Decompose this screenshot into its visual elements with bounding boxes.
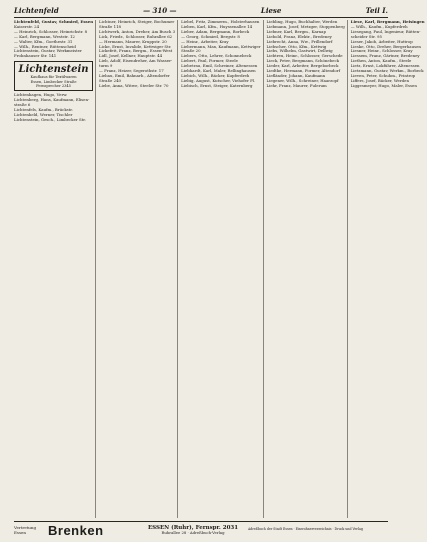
directory-entry: — Georg, Schmied, Bergstr. 8	[181, 33, 240, 39]
directory-entry: Liebich, Wilh., Bäcker, Kupferdreh	[181, 72, 250, 78]
header-first-name: Lichtenfeld	[14, 6, 59, 15]
advertisement-line: Essen, Limbecker Straße	[30, 79, 77, 84]
directory-entry: Lichtner, Heinrich, Steiger, Bochumer	[99, 19, 175, 24]
directory-entry: — Wilh., Rentner, Rüttenscheid	[14, 43, 76, 49]
directory-entry: Liehr, Franz, Maurer, Fulerum	[266, 82, 327, 88]
directory-entry: Liebold, Franz, Elektr., Bredeney	[266, 33, 332, 39]
directory-entry: Lichtwerk, Anton, Dreher, Am Busch 3	[99, 28, 176, 34]
directory-entry: Liessem, Franz, Gärtner, Bredeney	[350, 53, 420, 59]
directory-entry: Liebig, August, Kutscher, Viehofer Pl.	[181, 77, 256, 83]
directory-entry: Lichtenfels, Kaufm., Brückstr.	[14, 107, 73, 113]
directory-entry: Liebner, Karl, Bergm., Karnap	[266, 28, 326, 34]
page-footer	[14, 521, 388, 538]
column-2	[99, 20, 178, 518]
directory-entry: Liebmann, Josef, Metzger, Stoppenberg	[266, 23, 345, 29]
footer-brand: Brenken	[48, 522, 104, 538]
directory-entry: Frohnhauser Str. 141	[14, 53, 57, 59]
directory-entry: Liebtreu, Heinr., Schlosser, Gerschede	[266, 53, 343, 59]
directory-entry: — Karl, Bergmann, Weststr. 12	[14, 33, 75, 39]
directory-entry: Lichtenheld, Werner, Tischler	[14, 112, 73, 118]
advertisement-line: Fernsprecher 2345	[36, 84, 71, 89]
directory-columns	[14, 19, 425, 518]
directory-entry: Lieck, Peter, Bergmann, Schönebeck	[266, 58, 340, 64]
directory-entry: Lieb, Adolf, Eisendreher, Am Wasser-	[99, 58, 173, 64]
directory-entry: Lichtenstein, Gesch., Limbecker Str.	[14, 117, 86, 122]
directory-entry: Kaiserstr. 24	[14, 23, 40, 29]
header-last-name: Liese	[260, 6, 282, 15]
directory-entry: Liebisch, Ernst, Steiger, Katernberg	[181, 82, 253, 88]
column-4	[267, 20, 348, 518]
directory-entry: Lichtenstein, Gustav, Werkmeister	[14, 48, 82, 54]
directory-entry: — Walter, Kfm., Goethestr. 31	[14, 38, 73, 44]
directory-entry: Liebling, Hugo, Buchhalter, Werden	[266, 19, 338, 24]
advertisement-title: Lichtenstein	[18, 64, 89, 76]
directory-entry: Lieber, Adam, Bergmann, Borbeck	[181, 28, 250, 34]
directory-entry: Liebs, Wilhelm, Gastwirt, Dellwig	[266, 48, 333, 54]
page-header	[14, 6, 388, 18]
directory-entry: Lietz, Ernst, Lokführer, Altenessen	[350, 63, 420, 69]
footer-center	[142, 525, 244, 536]
directory-entry: Liebert, Paul, Former, Steele	[181, 58, 238, 64]
directory-entry: Lietzmann, Gustav, Werkm., Borbeck	[350, 68, 424, 74]
advertisement-line: Kaufhaus für Textilwaren	[30, 75, 77, 80]
directory-entry: Lieder, Karl, Arbeiter, Bergeborbeck	[266, 63, 339, 69]
page-number: — 310 —	[143, 6, 177, 15]
directory-entry: Liegener, Wilh., Schreiner, Haarzopf	[266, 77, 339, 83]
directory-entry: Liebhardt, Karl, Maler, Rellinghausen	[181, 68, 256, 74]
directory-entry: Liebrecht, Anna, Ww., Frillendorf	[266, 38, 333, 44]
header-part: Teil I.	[365, 6, 388, 15]
directory-entry: Liebermann, Max, Kaufmann, Kettwiger	[181, 43, 261, 49]
directory-entry: Liebetrau, Emil, Schreiner, Altenessen	[181, 63, 258, 69]
directory-entry: Liefländer, Johann, Kaufmann	[266, 72, 326, 78]
directory-entry: Liebers, Otto, Lehrer, Schonnebeck	[181, 53, 252, 59]
column-3	[181, 20, 263, 518]
directory-entry: scheider Str. 95	[350, 33, 382, 39]
directory-entry: Liebe, Anna, Witwe, Steeler Str. 70	[99, 82, 169, 88]
footer-left-text: Vertretung Essen	[14, 525, 37, 535]
directory-entry: Liebscher, Otto, Kfm., Kettwig	[266, 43, 327, 49]
footer-subline: Ruhrallee 28 · Adreßbuch-Verlag	[161, 529, 225, 535]
directory-entry: Straße 118	[99, 23, 122, 29]
advertisement-box	[14, 61, 93, 91]
directory-entry: — Heinrich, Schlosser, Heinrichstr. 8	[14, 28, 88, 34]
directory-entry: Liethen, Anton, Kaufm., Steele	[350, 58, 412, 64]
directory-entry: Lidl, Josef, Kellner, Hauptstr. 44	[99, 53, 163, 59]
directory-entry: Lieser, Jakob, Arbeiter, Huttrop	[350, 38, 413, 44]
directory-entry: turm 9	[99, 63, 113, 69]
column-1	[14, 20, 96, 518]
directory-entry: straße 6	[14, 102, 31, 108]
directory-entry: Lieben, Karl, Kfm., Huyssenallee 14	[181, 23, 253, 29]
directory-entry: Liggesmeyer, Hugo, Maler, Essen	[350, 82, 417, 88]
directory-entry: Lickefett, Franz, Bergm., Essen-West	[99, 48, 173, 54]
directory-entry: — Hermann, Maurer, Kruppstr. 20	[99, 38, 167, 44]
directory-entry: Straße 20	[181, 48, 201, 54]
directory-entry: — Franz, Heizer, Segerothstr. 17	[99, 68, 164, 74]
directory-entry: — Wilh., Kaufm., Kupferdreh	[350, 23, 408, 29]
directory-entry: Lichtenfeld, Gustav, Schmied, Essen	[14, 19, 94, 24]
directory-entry: Liese, Karl, Bergmann, Heisingen	[350, 19, 425, 24]
directory-entry: Lick, Friedr., Schlosser, Ruhrallee 62	[99, 33, 173, 39]
directory-entry: Lieske, Otto, Dreher, Bergerhausen	[350, 43, 421, 49]
footer-city: ESSEN (Ruhr), Fernspr. 2031	[147, 524, 239, 531]
directory-entry: Licke, Ernst, Invalide, Kettwiger Str.	[99, 43, 172, 49]
directory-entry: Lichtenhagen, Hugo, Verw.	[14, 92, 68, 98]
directory-entry: Liebel, Fritz, Zimmerm., Holsterhausen	[181, 19, 260, 24]
directory-entry: Lieven, Peter, Schuhm., Frintrop	[350, 72, 416, 78]
directory-entry: Lichtenberg, Hans, Kaufmann, Elisen-	[14, 97, 90, 103]
directory-entry: — Heinr., Arbeiter, Kray	[181, 38, 229, 44]
footer-right-text: Adreßbuch der Stadt Essen · Einwohnerverzeichnis · Druck und Verlag	[248, 527, 363, 532]
column-5	[351, 20, 427, 518]
directory-entry: Liesegang, Paul, Ingenieur, Rütten-	[350, 28, 421, 34]
directory-entry: Straße 240	[99, 77, 122, 83]
directory-entry: Liedtke, Hermann, Former, Altendorf	[266, 68, 341, 74]
directory-entry: Liesner, Heinr., Schlosser, Kray	[350, 48, 413, 54]
directory-entry: Liffers, Josef, Bäcker, Werden	[350, 77, 409, 83]
directory-entry: Liebau, Emil, Bahnarb., Altendorfer	[99, 72, 170, 78]
